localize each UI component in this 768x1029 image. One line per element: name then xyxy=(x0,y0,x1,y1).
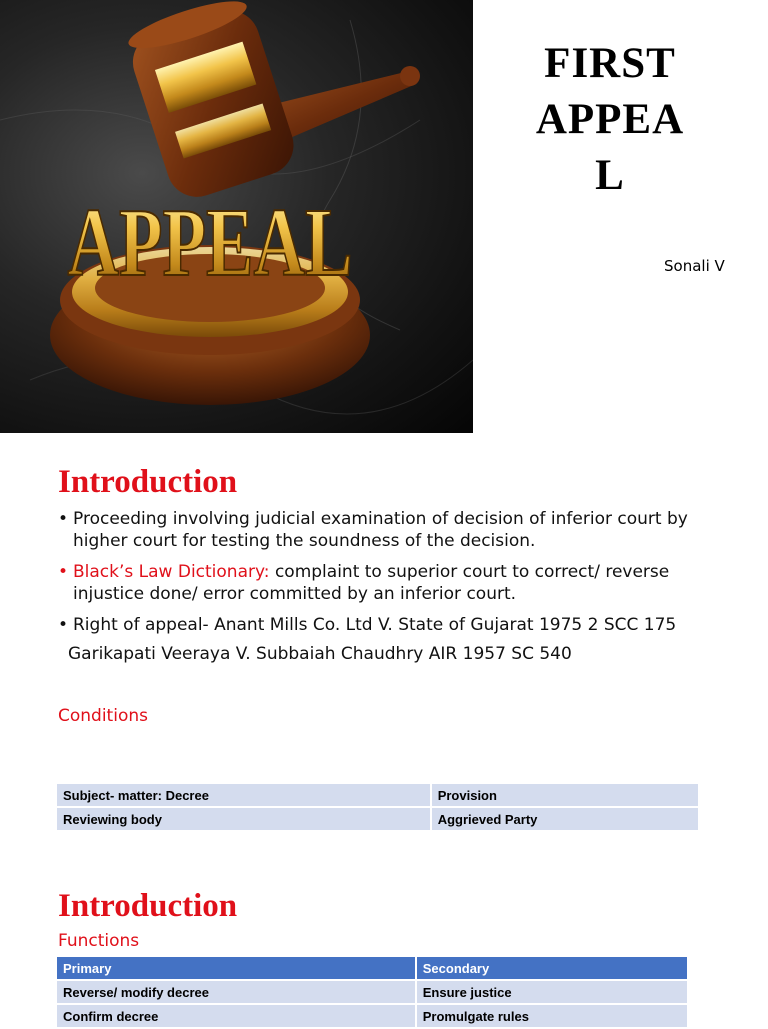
title-line-3: L xyxy=(595,152,625,199)
appeal-gavel-image xyxy=(0,0,473,433)
functions-table xyxy=(57,957,687,1029)
title-slide xyxy=(0,0,768,436)
conditions-subheading: Conditions xyxy=(58,706,148,726)
table-row xyxy=(57,981,687,1005)
table-header-cell: Primary xyxy=(57,957,415,981)
author-name: Sonali V xyxy=(664,257,725,275)
table-cell: Provision xyxy=(430,784,698,808)
slide-heading: Introduction xyxy=(58,464,238,500)
functions-subheading: Functions xyxy=(58,931,140,951)
introduction-slide xyxy=(0,436,768,856)
title-line-1: FIRST xyxy=(544,40,676,87)
bullet-item: • Right of appeal- Anant Mills Co. Ltd V. State of Gujarat 1975 2 SCC 175 xyxy=(58,615,677,635)
table-cell: Confirm decree xyxy=(57,1005,415,1029)
bullet-item: • Black’s Law Dictionary: complaint to superior court to correct/ reverse injustice done/ error committed by an inferior court. xyxy=(58,562,670,604)
table-row xyxy=(57,1005,687,1029)
bullet-dot-icon: • xyxy=(58,615,69,635)
definition-source: Black’s Law Dictionary: xyxy=(73,562,270,582)
table-cell: Reviewing body xyxy=(57,808,430,832)
title-line-2: APPEA xyxy=(535,96,685,143)
bullet-dot-icon: • xyxy=(58,509,69,529)
bullet-item: • Proceeding involving judicial examination of decision of inferior court by higher court for testing the soundness of the decision. xyxy=(58,509,688,551)
table-row xyxy=(57,784,698,808)
table-cell: Reverse/ modify decree xyxy=(57,981,415,1005)
case-citation: Garikapati Veeraya V. Subbaiah Chaudhry AIR 1957 SC 540 xyxy=(68,644,572,664)
slide-heading: Introduction xyxy=(58,888,238,924)
functions-slide xyxy=(0,856,768,1024)
table-cell: Ensure justice xyxy=(415,981,687,1005)
conditions-table xyxy=(57,784,698,832)
table-header-cell: Secondary xyxy=(415,957,687,981)
gavel-illustration xyxy=(0,0,473,433)
table-header-row xyxy=(57,957,687,981)
slide-title xyxy=(520,36,700,204)
bullet-dot-icon: • xyxy=(58,562,69,582)
appeal-image-text: APPEAL xyxy=(67,189,353,297)
table-row xyxy=(57,808,698,832)
table-cell: Aggrieved Party xyxy=(430,808,698,832)
table-cell: Subject- matter: Decree xyxy=(57,784,430,808)
table-cell: Promulgate rules xyxy=(415,1005,687,1029)
bullet-list xyxy=(58,508,708,645)
